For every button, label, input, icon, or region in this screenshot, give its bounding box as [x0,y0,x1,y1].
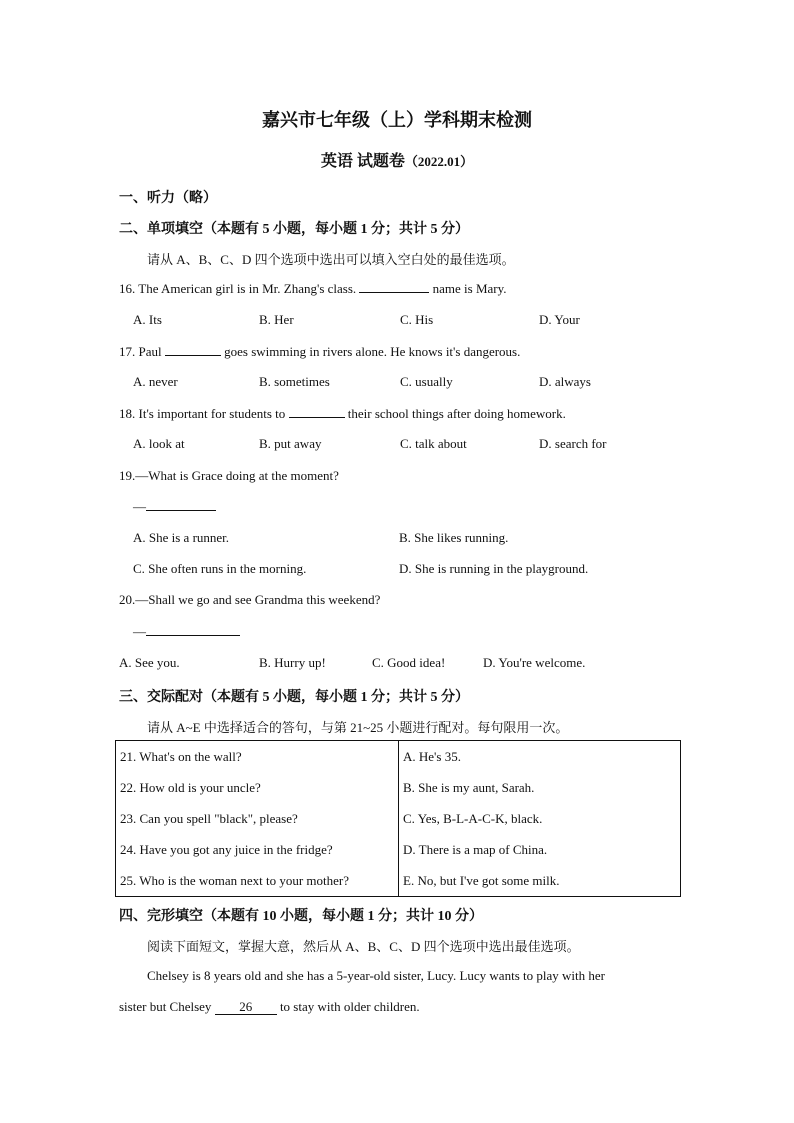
option-d[interactable]: D. always [539,374,591,389]
cloze-text: sister but Chelsey [119,999,212,1014]
question-16-stem: 16. The American girl is in Mr. Zhang's class. [119,281,357,296]
section-single-choice-title: 二、单项填空（本题有 5 小题，每小题 1 分；共计 5 分） [119,222,469,237]
option-b[interactable]: B. Her [259,312,294,327]
cloze-text-end: to stay with older children. [279,999,420,1014]
option-b[interactable]: B. sometimes [259,374,330,389]
question-18-stem-end: their school things after doing homework. [347,406,566,421]
table-row [116,803,681,834]
question-19: 19.—What is Grace doing at the moment? [119,468,339,483]
match-question: 21. What's on the wall? [116,741,399,773]
option-a[interactable]: A. She is a runner. [133,530,230,545]
option-a[interactable]: A. look at [133,436,185,451]
match-question: 24. Have you got any juice in the fridge? [116,834,399,865]
subject-label: 英语 试题卷 [320,153,405,170]
option-d[interactable]: D. search for [539,436,607,451]
match-answer: E. No, but I've got some milk. [403,872,560,888]
option-a[interactable]: A. See you. [119,655,180,670]
cloze-paragraph-line-2 [119,999,420,1015]
answer-blank[interactable] [146,624,240,636]
cloze-blank-26[interactable]: 26 [215,1000,277,1015]
answer-blank[interactable] [146,499,216,511]
table-row [116,865,681,897]
match-question: 23. Can you spell "black", please? [116,803,399,834]
option-b[interactable]: B. She likes running. [399,530,509,545]
question-17-stem: 17. Paul [119,344,162,359]
question-17 [119,343,520,360]
question-16-stem-end: name is Mary. [432,281,507,296]
matching-table [115,740,681,897]
dash: — [133,624,146,639]
exam-subtitle [0,148,794,171]
answer-blank[interactable] [359,280,429,293]
option-a[interactable]: A. never [133,374,178,389]
section-cloze-instruction: 阅读下面短文，掌握大意，然后从 A、B、C、D 四个选项中选出最佳选项。 [147,939,580,954]
match-answer: D. There is a map of China. [403,841,548,857]
dash: — [133,499,146,514]
exam-title: 嘉兴市七年级（上）学科期末检测 [262,110,532,130]
cloze-paragraph-line-1: Chelsey is 8 years old and she has a 5-year-old sister, Lucy. Lucy wants to play with her [147,968,605,983]
option-b[interactable]: B. Hurry up! [259,655,326,670]
section-matching-title: 三、交际配对（本题有 5 小题，每小题 1 分；共计 5 分） [119,690,469,705]
option-c[interactable]: C. talk about [400,436,467,451]
match-answer: A. He's 35. [403,748,461,764]
question-18 [119,405,566,422]
question-20: 20.—Shall we go and see Grandma this weekend? [119,592,381,607]
question-17-stem-end: goes swimming in rivers alone. He knows it's dangerous. [224,344,521,359]
section-cloze-title: 四、完形填空（本题有 10 小题，每小题 1 分；共计 10 分） [119,909,483,924]
match-answer: C. Yes, B-L-A-C-K, black. [403,810,543,826]
option-c[interactable]: C. usually [400,374,453,389]
match-question: 25. Who is the woman next to your mother? [116,865,399,897]
option-c[interactable]: C. She often runs in the morning. [133,561,307,576]
table-row [116,834,681,865]
section-matching-instruction: 请从 A~E 中选择适合的答句，与第 21~25 小题进行配对。每句限用一次。 [147,720,569,735]
option-a[interactable]: A. Its [133,312,162,327]
option-d[interactable]: D. You're welcome. [483,655,586,670]
option-d[interactable]: D. Your [539,312,580,327]
section-single-choice-instruction: 请从 A、B、C、D 四个选项中选出可以填入空白处的最佳选项。 [147,252,515,267]
question-16 [119,280,507,297]
table-row [116,772,681,803]
answer-line [133,624,240,640]
match-answer: B. She is my aunt, Sarah. [403,779,535,795]
option-b[interactable]: B. put away [259,436,322,451]
answer-blank[interactable] [165,343,221,356]
answer-blank[interactable] [289,405,345,418]
match-question: 22. How old is your uncle? [116,772,399,803]
section-listening-title: 一、听力（略） [119,191,217,206]
table-row [116,741,681,773]
option-c[interactable]: C. Good idea! [372,655,446,670]
answer-line [133,499,216,515]
option-c[interactable]: C. His [400,312,434,327]
exam-date: （2022.01） [404,154,474,169]
question-18-stem: 18. It's important for students to [119,406,286,421]
option-d[interactable]: D. She is running in the playground. [399,561,589,576]
